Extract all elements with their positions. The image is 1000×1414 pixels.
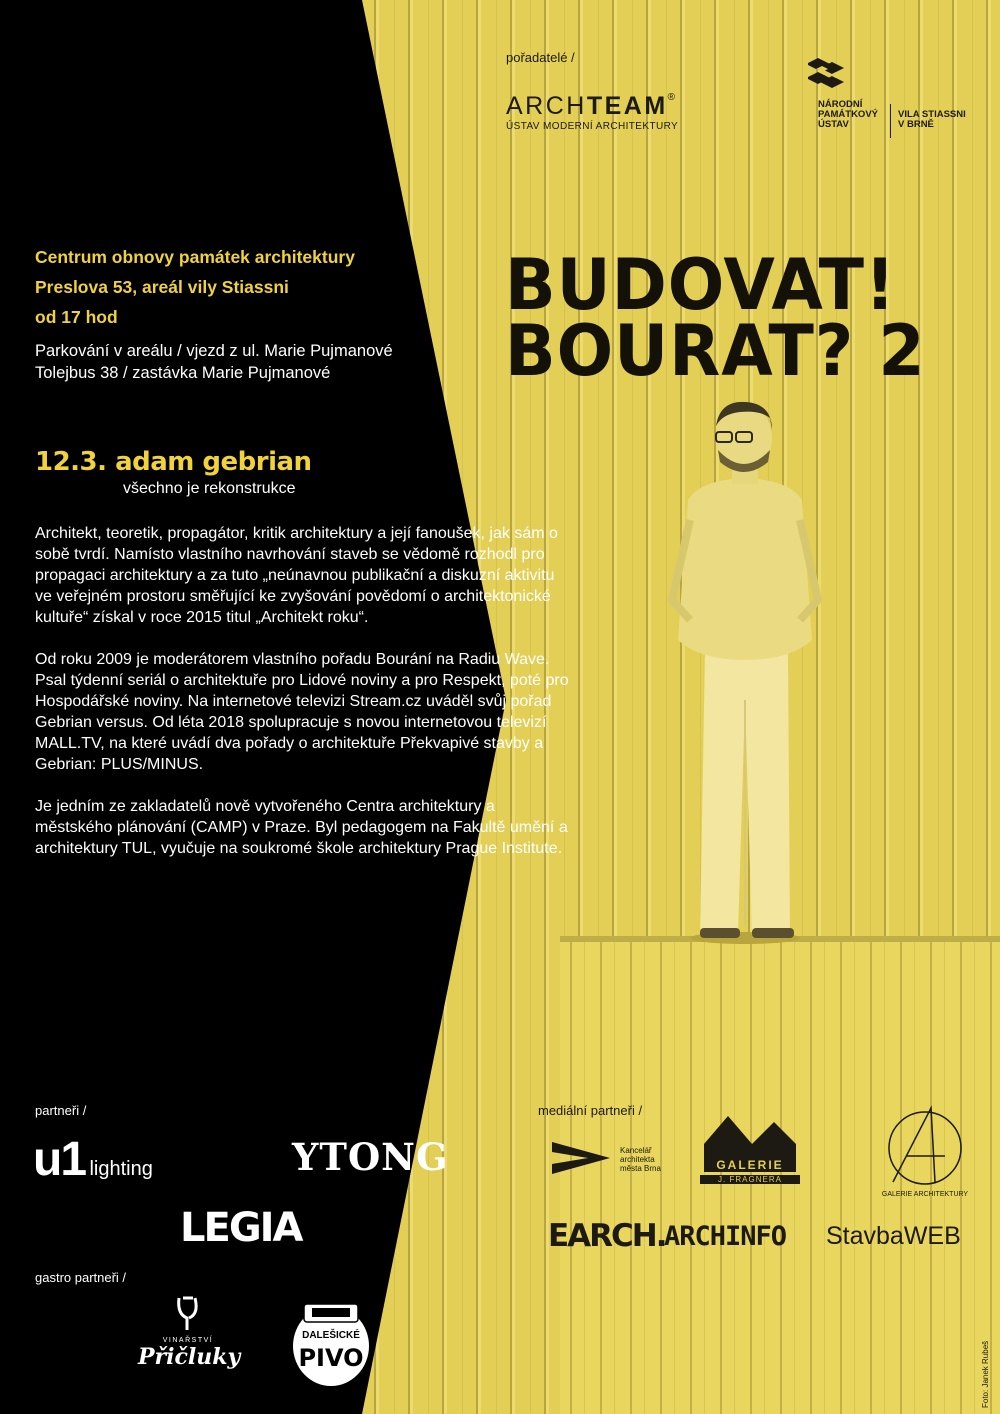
galerie-architektury-label: GALERIE ARCHITEKTURY — [881, 1191, 969, 1198]
galerie-subtitle: J. FRAGNERA — [700, 1175, 800, 1184]
galerie-architektury-icon — [879, 1104, 971, 1186]
speaker-bio — [35, 523, 575, 880]
vinarstvi-label: VINAŘSTVÍ — [162, 1337, 214, 1344]
archteam-logo[interactable] — [506, 92, 675, 121]
vila-text — [898, 110, 966, 130]
dalesicke-label: DALEŠICKÉ — [302, 1330, 360, 1341]
archinfo-logo[interactable]: ARCHINFO — [664, 1221, 787, 1252]
u1-subtitle: lighting — [89, 1158, 153, 1180]
kancelar-architekta-logo[interactable] — [548, 1140, 614, 1191]
archteam-arch: ARCH — [506, 92, 587, 120]
venue-info — [35, 242, 455, 384]
gastro-partners-label: gastro partneři / — [35, 1270, 127, 1285]
npu-line: ÚSTAV — [818, 119, 849, 130]
u1-mark: u1 — [33, 1133, 86, 1186]
vila-line: VILA STIASSNI — [898, 109, 966, 120]
vila-line: V BRNĚ — [898, 119, 934, 130]
parking-info: Parkování v areálu / vjezd z ul. Marie Pujmanové — [35, 342, 393, 360]
npu-logo[interactable] — [808, 58, 854, 95]
event-date-speaker: 12.3. adam gebrian — [35, 447, 312, 477]
ytong-logo[interactable]: YTONG — [292, 1135, 449, 1179]
npu-line: NÁRODNÍ — [818, 99, 863, 110]
event-series-title — [505, 244, 926, 392]
vinarstvi-emblem-icon — [173, 1296, 203, 1332]
partners-label: partneři / — [35, 1103, 87, 1118]
dalesicke-pivo-logo[interactable] — [290, 1298, 372, 1388]
galerie-fragnera-logo[interactable] — [700, 1112, 800, 1184]
venue-name: Centrum obnovy památek architektury — [35, 247, 355, 267]
bio-paragraph-3: Je jedním ze zakladatelů nově vytvořeného Centra architektury a městského plánování (CAMP) v Praze. Byl pedagogem na Fakultě umění a architektury TUL, vyučuje na soukromé škole architektury Prague Institute. — [35, 798, 568, 857]
organizers-label: pořadatelé / — [506, 50, 575, 65]
u1-lighting-logo[interactable] — [33, 1132, 153, 1187]
title-line-1: BUDOVAT! — [505, 244, 897, 326]
archteam-subtitle: ÚSTAV MODERNÍ ARCHITEKTURY — [506, 121, 679, 132]
pricluky-wordmark: Přičluky — [138, 1344, 241, 1370]
pivo-wordmark: PIVO — [298, 1344, 364, 1372]
archteam-team: TEAM — [586, 92, 668, 120]
kancelar-line: města Brna — [620, 1164, 661, 1173]
kancelar-text — [620, 1146, 661, 1173]
kancelar-a-icon — [548, 1140, 614, 1186]
galerie-word: GALERIE — [716, 1158, 784, 1172]
bio-paragraph-2: Od roku 2009 je moderátorem vlastního pořadu Bourání na Radiu Wave. Psal týdenní seriál o architektuře pro Lidové noviny a pro Respekt, poté pro Hospodářské noviny. Na internetové televizi Stream.cz uváděl svůj pořad Gebrian versus. Od léta 2018 spolupracuje s novou internetovou televizí MALL.TV, na které uvádí dva pořady o architektuře Překvapivé stavby a Gebrian: PLUS/MINUS. — [35, 651, 569, 773]
kancelar-line: architekta — [620, 1155, 655, 1164]
bio-paragraph-1: Architekt, teoretik, propagátor, kritik architektury a její fanoušek, jak sám o sobě tvrdí. Namísto vlastního navrhování staveb se vědomě rozhodl pro propagaci architektury a za tuto „neúnavnou publikační a diskuzní aktivitu ve veřejném prostoru směřující ke zvyšování povědomí o architektonické kultuře“ získal v roce 2015 titul „Architekt roku“. — [35, 525, 558, 626]
npu-line: PAMÁTKOVÝ — [818, 109, 878, 120]
archteam-reg: ® — [667, 92, 676, 103]
npu-text — [818, 100, 878, 130]
venue-time: od 17 hod — [35, 307, 118, 327]
npu-divider — [890, 104, 891, 138]
venue-address: Preslova 53, areál vily Stiassni — [35, 277, 289, 297]
title-line-2: BOURAT? 2 — [505, 310, 926, 392]
earch-logo[interactable]: EARCH. — [548, 1218, 666, 1254]
photo-credit: Foto: Janek Rubeš — [981, 1340, 990, 1408]
kancelar-line: Kancelář — [620, 1146, 652, 1155]
stavbaweb-logo[interactable]: StavbaWEB — [826, 1222, 961, 1250]
pricluky-logo[interactable] — [138, 1296, 241, 1370]
npu-logo-icon — [808, 58, 854, 90]
dalesicke-badge-icon — [290, 1298, 372, 1388]
event-subtitle: všechno je rekonstrukce — [123, 480, 296, 497]
legia-logo[interactable]: LEGIA — [180, 1205, 302, 1251]
media-partners-label: mediální partneři / — [538, 1103, 643, 1118]
galerie-architektury-logo[interactable] — [876, 1104, 974, 1198]
transport-info: Tolejbus 38 / zastávka Marie Pujmanové — [35, 364, 331, 382]
